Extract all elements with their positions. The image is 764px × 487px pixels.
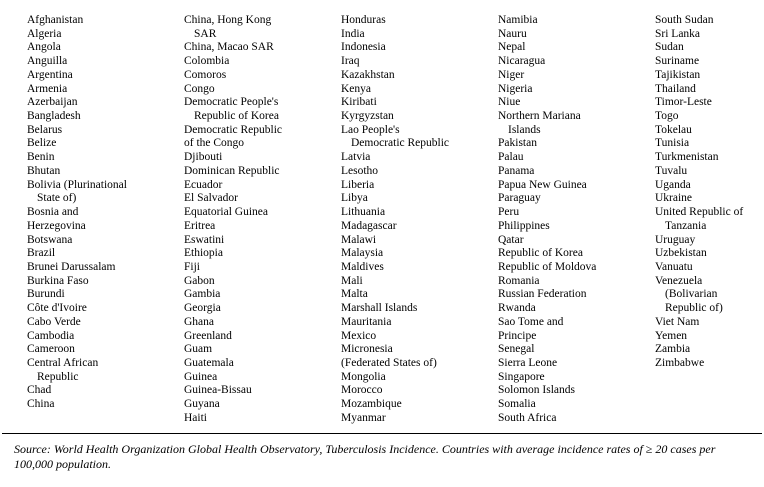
country-list-item: Gambia <box>184 288 221 301</box>
country-list-item: Viet Nam <box>655 315 700 328</box>
country-list-item: Lesotho <box>341 164 379 177</box>
country-list-item: Democratic People's <box>184 96 279 109</box>
country-list-item: Cambodia <box>27 329 75 342</box>
country-list-item: Papua New Guinea <box>498 178 587 191</box>
country-list-item: SAR <box>194 27 217 40</box>
country-list-item: Suriname <box>655 55 700 68</box>
country-list-item: Democratic Republic <box>351 137 450 150</box>
country-list-item: Congo <box>184 82 215 95</box>
country-list-item: Lao People's <box>341 123 400 136</box>
country-list-item: Somalia <box>498 398 536 411</box>
country-list-item: Herzegovina <box>27 219 86 232</box>
country-list-item: Honduras <box>341 14 386 26</box>
country-list-item: Mexico <box>341 329 377 342</box>
country-list-item: Botswana <box>27 233 73 246</box>
country-list-item: Ethiopia <box>184 247 223 260</box>
country-list-item: of the Congo <box>184 137 245 150</box>
country-column-1 <box>27 14 127 412</box>
country-list-item: India <box>341 27 365 40</box>
country-list-item: Haiti <box>184 411 207 424</box>
country-list-item: Zimbabwe <box>655 356 705 369</box>
country-list-item: Liberia <box>341 178 375 191</box>
country-list-item: Senegal <box>498 343 535 356</box>
country-list-item: Ghana <box>184 315 215 328</box>
country-list-item: Niger <box>498 68 525 81</box>
country-list-item: Solomon Islands <box>498 384 575 397</box>
country-list-item: Paraguay <box>498 192 541 205</box>
country-list-item: Sri Lanka <box>655 27 701 40</box>
country-list-item: (Bolivarian <box>665 288 718 301</box>
country-list-item: Democratic Republic <box>184 123 283 136</box>
country-list-item: Gabon <box>184 274 215 287</box>
country-list-item: Benin <box>27 151 55 164</box>
country-list-item: Republic of Korea <box>498 247 583 260</box>
country-list-item: Northern Mariana <box>498 110 581 123</box>
country-list-item: Burundi <box>27 288 65 301</box>
country-list-item: Anguilla <box>27 55 68 68</box>
country-list-item: United Republic of <box>655 206 744 219</box>
country-column-3 <box>341 14 449 426</box>
country-list-item: Cabo Verde <box>27 315 81 328</box>
country-list-item: South Africa <box>498 411 557 424</box>
country-list-item: Republic of Korea <box>194 110 279 123</box>
country-list-item: Singapore <box>498 370 545 383</box>
country-list-item: Djibouti <box>184 151 223 164</box>
country-list-item: Kiribati <box>341 96 377 109</box>
country-list-item: Islands <box>508 123 541 136</box>
country-list-item: Mozambique <box>341 398 402 411</box>
country-list-item: Fiji <box>184 260 200 273</box>
country-list-item: Palau <box>498 151 524 164</box>
table-bottom-rule <box>2 433 762 434</box>
country-list-item: Bolivia (Plurinational <box>27 178 127 191</box>
country-list-item: Armenia <box>27 82 68 95</box>
country-list-item: Belize <box>27 137 57 150</box>
country-list-item: Russian Federation <box>498 288 587 301</box>
country-list-item: Micronesia <box>341 343 393 356</box>
country-list-item: South Sudan <box>655 14 714 26</box>
country-list-item: Azerbaijan <box>27 96 78 109</box>
country-list-item: Iraq <box>341 55 360 68</box>
country-column-4 <box>498 14 596 426</box>
country-list-item: Peru <box>498 206 520 219</box>
country-list-item: Philippines <box>498 219 550 232</box>
country-list-item: Tunisia <box>655 137 690 150</box>
country-list-item: El Salvador <box>184 192 238 205</box>
country-list-item: Turkmenistan <box>655 151 719 164</box>
country-list-item: Kazakhstan <box>341 68 395 81</box>
country-list-item: Sao Tome and <box>498 315 564 328</box>
country-list-item: Côte d'Ivoire <box>27 302 87 315</box>
country-list-item: Latvia <box>341 151 371 164</box>
country-list-item: Greenland <box>184 329 232 342</box>
country-list-item: Mongolia <box>341 370 386 383</box>
country-list-item: Eritrea <box>184 219 216 232</box>
country-list-item: Dominican Republic <box>184 164 280 177</box>
country-list-item: Equatorial Guinea <box>184 206 268 219</box>
country-list-item: Algeria <box>27 27 62 40</box>
country-list-item: Romania <box>498 274 540 287</box>
country-list-item: Brunei Darussalam <box>27 260 116 273</box>
country-list-item: Rwanda <box>498 302 536 315</box>
country-list-item: Argentina <box>27 68 73 81</box>
country-list-item: Cameroon <box>27 343 75 356</box>
country-list-item: Thailand <box>655 82 696 95</box>
country-list-item: Republic <box>37 370 79 383</box>
country-list-item: Brazil <box>27 247 56 260</box>
country-list-item: Qatar <box>498 233 524 246</box>
country-list-item: Ukraine <box>655 192 693 205</box>
country-list-item: China <box>27 398 55 411</box>
country-list-item: Guyana <box>184 398 220 411</box>
country-list-item: Belarus <box>27 123 63 136</box>
country-list-item: Tuvalu <box>655 164 688 177</box>
country-list-item: Panama <box>498 164 535 177</box>
country-list-item: Central African <box>27 356 99 369</box>
country-list-item: Republic of Moldova <box>498 260 597 273</box>
country-list-item: Georgia <box>184 302 221 315</box>
country-list-item: Yemen <box>655 329 688 342</box>
country-list-item: Malawi <box>341 233 377 246</box>
source-note: Source: World Health Organization Global Health Observatory, Tuberculosis Incidence. Countries with average incidence rates of ≥ 20 cases per 100,000 population. <box>14 442 716 471</box>
country-list-item: Bangladesh <box>27 110 81 123</box>
country-list-item: Burkina Faso <box>27 274 89 287</box>
country-list-item: Bosnia and <box>27 206 79 219</box>
country-list-item: Malta <box>341 288 368 301</box>
country-list-item: Maldives <box>341 260 384 273</box>
country-list-item: Indonesia <box>341 41 386 54</box>
country-list-item: Mauritania <box>341 315 392 328</box>
country-list-item: Vanuatu <box>655 260 693 273</box>
country-list-item: Namibia <box>498 14 538 26</box>
country-list-item: China, Macao SAR <box>184 41 274 54</box>
country-list-item: Guam <box>184 343 213 356</box>
country-list-item: Madagascar <box>341 219 397 232</box>
country-list-item: Guinea <box>184 370 218 383</box>
country-list-item: State of) <box>37 192 77 205</box>
country-list-item: Uruguay <box>655 233 696 246</box>
country-list-item: Nicaragua <box>498 55 546 68</box>
country-list-item: Ecuador <box>184 178 223 191</box>
country-list-item: Marshall Islands <box>341 302 418 315</box>
country-list-item: Lithuania <box>341 206 386 219</box>
country-list-item: Chad <box>27 384 52 397</box>
country-list-item: Uganda <box>655 178 691 191</box>
country-list-item: Nepal <box>498 41 526 54</box>
country-list-item: Comoros <box>184 68 227 81</box>
country-list-item: China, Hong Kong <box>184 14 272 26</box>
country-list-item: Tajikistan <box>655 68 701 81</box>
country-list-item: Bhutan <box>27 164 61 177</box>
country-list-item: Guinea-Bissau <box>184 384 252 397</box>
country-list-item: Pakistan <box>498 137 537 150</box>
country-list-item: Libya <box>341 192 368 205</box>
country-list-item: Kyrgyzstan <box>341 110 394 123</box>
country-list-item: Tanzania <box>665 219 707 232</box>
country-list-item: Uzbekistan <box>655 247 707 260</box>
country-list-item: Zambia <box>655 343 691 356</box>
country-list-item: Nigeria <box>498 82 533 95</box>
country-list-item: Venezuela <box>655 274 703 287</box>
country-column-2 <box>184 14 282 426</box>
country-list-item: Mali <box>341 274 363 287</box>
country-list-item: Morocco <box>341 384 383 397</box>
country-list-item: Sudan <box>655 41 684 54</box>
country-list-item: Togo <box>655 110 679 123</box>
country-list-item: Afghanistan <box>27 14 84 26</box>
country-list-item: Principe <box>498 329 537 342</box>
country-list-item: Tokelau <box>655 123 692 136</box>
country-list-item: Guatemala <box>184 356 234 369</box>
country-list-item: Niue <box>498 96 521 109</box>
country-list-item: Timor-Leste <box>655 96 712 109</box>
country-list-item: Sierra Leone <box>498 356 558 369</box>
country-list-item: Colombia <box>184 55 230 68</box>
country-list-item: Angola <box>27 41 61 54</box>
country-list-item: Eswatini <box>184 233 225 246</box>
country-list-item: Nauru <box>498 27 527 40</box>
country-list-item: Republic of) <box>665 302 723 315</box>
country-column-5 <box>655 14 743 371</box>
country-list-item: Malaysia <box>341 247 384 260</box>
country-list-item: (Federated States of) <box>341 356 437 369</box>
country-list-item: Myanmar <box>341 411 386 424</box>
country-list-item: Kenya <box>341 82 372 95</box>
